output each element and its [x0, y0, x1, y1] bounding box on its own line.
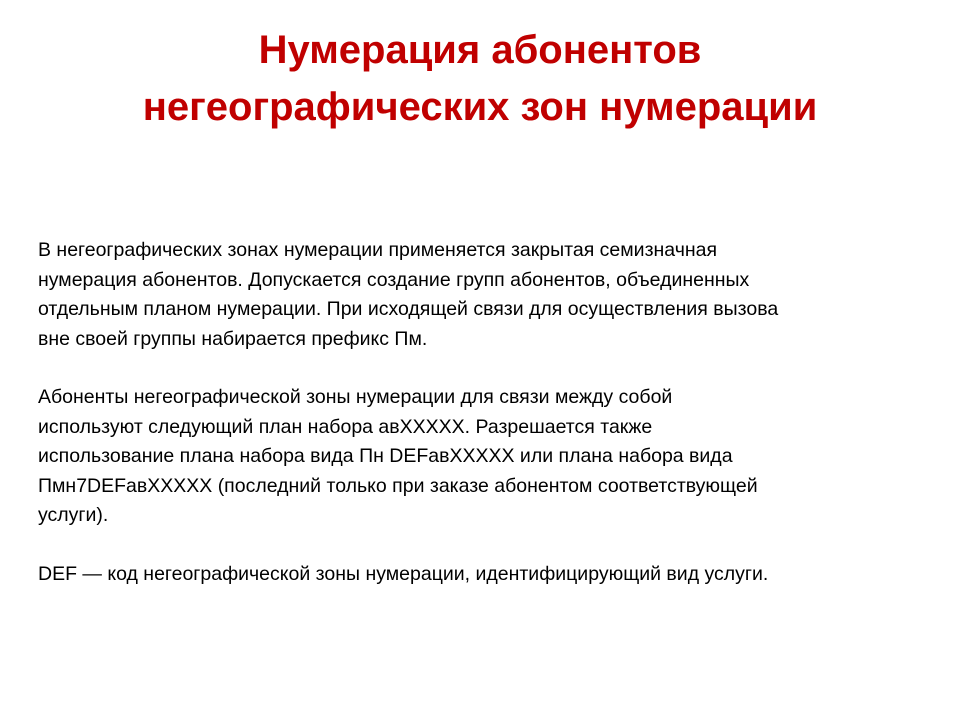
paragraph-line: В негеографических зонах нумерации применяется закрытая семизначная [38, 239, 718, 261]
paragraph-line: отдельным планом нумерации. При исходящей связи для осуществления вызова [38, 298, 779, 320]
paragraph-closed-numbering [38, 236, 953, 354]
paragraph-line: используют следующий план набора авXXXXX. Разрешается также [38, 415, 653, 438]
paragraph-dial-plan [38, 383, 953, 531]
slide-body [38, 236, 953, 618]
paragraph-line: Абоненты негеографической зоны нумерации для связи между собой [38, 386, 673, 408]
slide-title-line: негеографических зон нумерации [142, 85, 818, 129]
paragraph-line: нумерация абонентов. Допускается создание групп абонентов, объединенных [38, 268, 750, 291]
slide-title [40, 22, 920, 136]
paragraph-line: использование плана набора вида Пн DEFавXXXXX или плана набора вида [38, 445, 733, 467]
slide-title-line: Нумерация абонентов [258, 28, 702, 72]
paragraph-def-definition [38, 560, 953, 590]
paragraph-line: вне своей группы набирается префикс Пм. [38, 327, 428, 350]
paragraph-line: услуги). [38, 504, 109, 526]
paragraph-line: DEF — код негеографической зоны нумерации, идентифицирующий вид услуги. [38, 562, 769, 585]
paragraph-line: Пмн7DEFавXXXXX (последний только при заказе абонентом соответствующей [38, 474, 758, 497]
